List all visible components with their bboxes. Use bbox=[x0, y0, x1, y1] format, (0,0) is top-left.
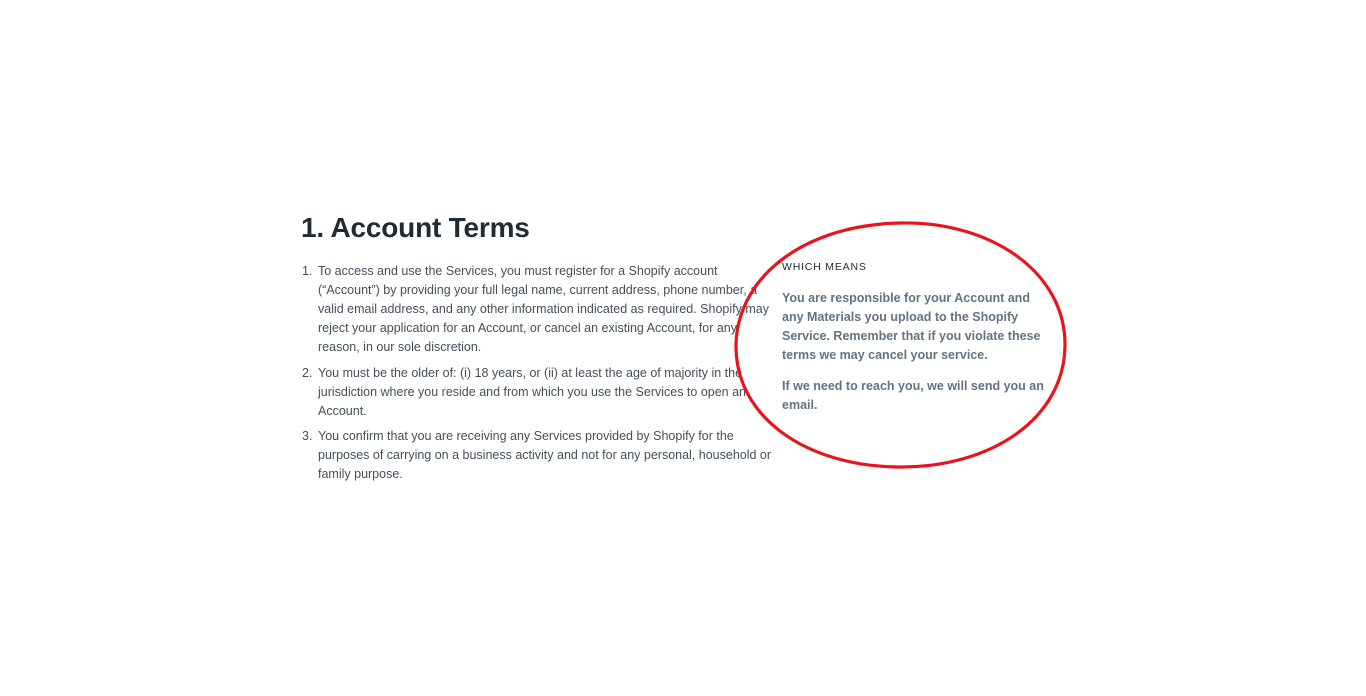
term-number: 1. bbox=[302, 264, 313, 278]
term-text: To access and use the Services, you must register for a Shopify account (“Account”) by providing your full legal name, current address, phone number, a valid email address, and any other information indicated as required. Shopify may reject your application for an Account, or cancel an existing Account, for any reason, in our sole discretion. bbox=[318, 264, 769, 354]
section-title: 1. Account Terms bbox=[301, 212, 530, 243]
term-item bbox=[302, 262, 773, 357]
term-text: You confirm that you are receiving any Services provided by Shopify for the purposes of carrying on a business activity and not for any personal, household or family purpose. bbox=[318, 429, 772, 481]
term-number: 2. bbox=[302, 365, 313, 380]
terms-list bbox=[301, 262, 773, 491]
term-text: You must be the older of: (i) 18 years, or (ii) at least the age of majority in the jurisdiction where you reside and from which you use the Services to open an Account. bbox=[318, 365, 747, 418]
aside-heading: WHICH MEANS bbox=[782, 261, 867, 273]
account-terms-section bbox=[301, 206, 1081, 506]
term-item bbox=[302, 427, 773, 484]
aside-paragraph: If we need to reach you, we will send you an email. bbox=[782, 379, 1044, 412]
term-number: 3. bbox=[302, 429, 313, 443]
which-means-aside bbox=[782, 260, 1044, 427]
term-item bbox=[302, 364, 773, 421]
aside-paragraph: You are responsible for your Account and any Materials you upload to the Shopify Service. Remember that if you violate these terms we may cancel your service. bbox=[782, 291, 1041, 362]
